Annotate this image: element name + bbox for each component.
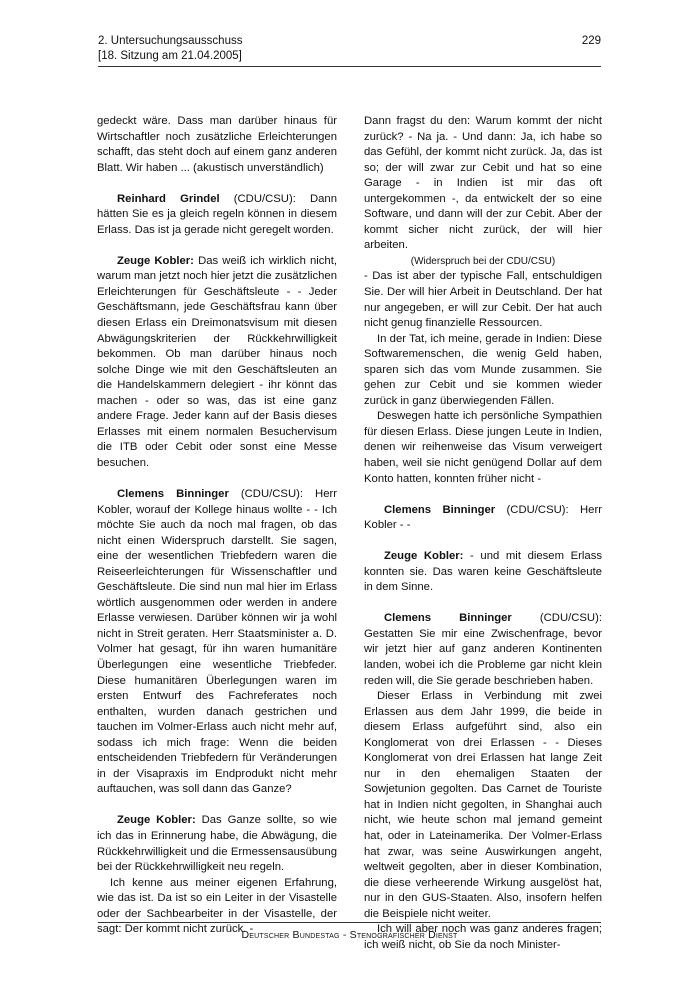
speech-grindel: Reinhard Grindel (CDU/CSU): Dann hätten Sie es ja gleich regeln können in diesem Erlass. Das ist ja gerade nicht geregelt worden. (97, 192, 337, 236)
speech-kobler: Zeuge Kobler: - und mit diesem Erlass konnten sie. Das waren keine Geschäftsleute in dem Sinne. (364, 550, 602, 594)
left-column (97, 114, 337, 938)
speaker-name: Zeuge Kobler: (384, 550, 464, 563)
page-header (98, 34, 601, 64)
footer-rule (98, 922, 601, 923)
paragraph: In der Tat, ich meine, gerade in Indien: Diese Softwaremenschen, die wenig Geld haben, sparen sich das vom Munde zusammen. Sie gehen zur Cebit und sie kommen wieder zurück in ganz überwiegenden Fällen. (364, 332, 602, 407)
header-rule (98, 66, 601, 67)
speaker-name: Zeuge Kobler: (117, 254, 194, 267)
paragraph: - Das ist aber der typische Fall, entschuldigen Sie. Der will hier Arbeit in Deutschland. Der hat nur angegeben, er will zur Cebit. Der hat auch nicht genug finanzielle Ressourcen. (364, 270, 602, 330)
speaker-name: Clemens Binninger (384, 503, 496, 516)
paragraph: Deswegen hatte ich persönliche Sympathien für diesen Erlass. Diese jungen Leute in Indien, denen wir reihenweise das Visum verweigert haben, weil sie nicht genügend Dollar auf dem Konto hatten, konnten früher nicht - (364, 410, 602, 485)
paragraph: Ich will aber noch was ganz anderes fragen; ich weiß nicht, ob Sie da noch Minister- (364, 923, 602, 951)
speech-kobler: Zeuge Kobler: Das weiß ich wirklich nicht, warum man jetzt noch hier jetzt die zusätzlichen Erleichterungen für Geschäftsleute - - Jeder Geschäftsmann, jede Geschäftsfrau kann über diesen Erlass ein Dreimonatsvisum mit diesen Abwägungskriterien der Rückkehrwilligkeit bekommen. Ob man darüber hinaus noch solche Dinge wie mit den Geschäftsleuten an die Handelskammern delegiert - ihr könnt das machen - oder so was, das ist eine ganz andere Frage. Jeder kann auf der Basis dieses Erlasses mit einem normalen Besuchervisum die ITB oder Cebit oder sonst eine Messe besuchen. (97, 254, 337, 469)
paragraph: Ich kenne aus meiner eigenen Erfahrung, wie das ist. Da ist so ein Leiter in der Visastelle oder der Sachbearbeiter in der Visastelle, der sagt: Der kommt nicht zurück. - (97, 876, 337, 936)
committee-title: 2. Untersuchungsausschuss (98, 35, 243, 47)
right-column (364, 114, 602, 953)
speech-binninger: Clemens Binninger (CDU/CSU): Gestatten Sie mir eine Zwischenfrage, bevor wir jetzt hier auf ganz anderen Kontinenten landen, wobei ich die Probleme gar nicht klein reden will, die Sie gerade beschrieben haben. (364, 612, 602, 687)
speech-kobler: Zeuge Kobler: Das Ganze sollte, so wie ich das in Erinnerung habe, die Abwägung, die Rückkehrwilligkeit und die Ermessensausübung bei der Rückkehrwilligkeit neu regeln. (97, 814, 337, 874)
speech-binninger: Clemens Binninger (CDU/CSU): Herr Kobler, worauf der Kollege hinaus wollte - - Ich möchte Sie auch da noch mal fragen, ob das nicht einen Widerspruch darstellt. Sie sagen, eine der wesentlichen Triebfedern waren die Reiseerleichterungen für Wissenschaftler und Geschäftsleute. Die sind nun mal hier im Erlass wörtlich ausgenommen oder werden in andere Erlasse verwiesen. Darüber können wir ja wohl nicht in Streit geraten. Herr Staatsminister a. D. Volmer hat gesagt, für ihn waren humanitäre Überlegungen eine wesentliche Triebfeder. Diese humanitären Überlegungen waren im ersten Entwurf des Fachreferates noch enthalten, wurden danach gestrichen und tauchen im Volmer-Erlass auch nicht mehr auf, sodass ich mich frage: Wenn die beiden entscheidenden Triebfedern für Veränderungen in der Visapraxis im Endprodukt nicht mehr auftauchen, was soll dann das Ganze? (97, 487, 337, 796)
page-footer: Deutscher Bundestag - Stenografischer Dienst (241, 929, 458, 941)
paragraph: Dann fragst du den: Warum kommt der nicht zurück? - Na ja. - Und dann: Ja, ich habe so das Gefühl, der kommt nicht zurück. Ja, das ist so; der will zwar zur Cebit und hat so eine Garage - in Indien ist mir das oft untergekommen -, da entwickelt der so eine Software, und dann will der zur Cebit. Aber der kommt sicher nicht zurück, der will hier arbeiten. (364, 115, 602, 252)
speech-binninger: Clemens Binninger (CDU/CSU): Herr Kobler - - (364, 503, 602, 532)
speaker-name: Reinhard Grindel (117, 192, 220, 205)
paragraph: gedeckt wäre. Dass man darüber hinaus für Wirtschaftler noch zusätzliche Erleichterungen schafft, das steht doch auf einem ganz anderen Blatt. Wir haben ... (akustisch unverständlich) (97, 115, 337, 174)
paragraph: Dieser Erlass in Verbindung mit zwei Erlassen aus dem Jahr 1999, die beide in diesem Erlass aufgeführt sind, also ein Konglomerat von drei Erlassen - - Dieses Konglomerat von drei Erlassen hat lange Zeit nur in den ehemaligen Staaten der Sowjetunion gegolten. Das Carnet de Touriste hat in Indien nicht gegolten, in Shanghai auch nicht, wie heute schon mal jemand gemeint hat, oder in Lateinamerika. Der Volmer-Erlass hat zwar, was seine Auswirkungen angeht, weltweit gegolten, aber in dieser Kombination, die diese verheerende Wirkung ausgelöst hat, nur in den GUS-Staaten. Also, insofern helfen die Beispiele nicht weiter. (364, 690, 602, 920)
speaker-name: Clemens Binninger (117, 487, 229, 500)
session-date: [18. Sitzung am 21.04.2005] (98, 50, 242, 62)
page-number: 229 (581, 35, 601, 47)
speaker-name: Clemens Binninger (384, 612, 512, 625)
speaker-name: Zeuge Kobler: (117, 814, 196, 827)
interjection: (Widerspruch bei der CDU/CSU) (410, 255, 556, 267)
